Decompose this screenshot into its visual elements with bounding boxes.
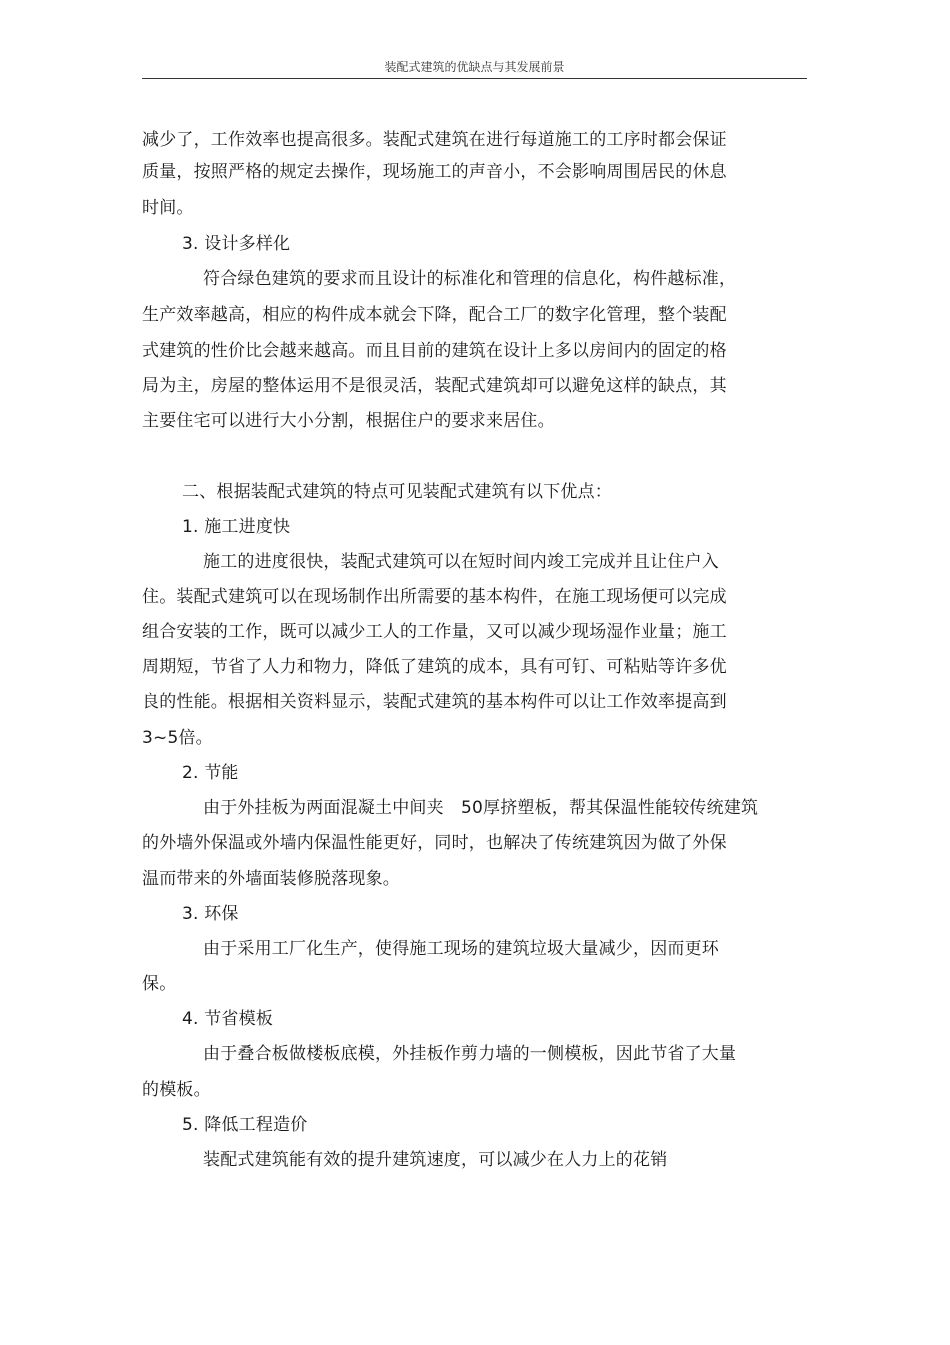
paragraph-line: 质量，按照严格的规定去操作，现场施工的声音小，不会影响周围居民的休息 [142, 162, 727, 182]
section-heading: 2. 节能 [182, 763, 239, 783]
section-heading: 1. 施工进度快 [182, 517, 291, 537]
paragraph-line: 良的性能。根据相关资料显示，装配式建筑的基本构件可以让工作效率提高到 [142, 692, 727, 712]
paragraph-line: 局为主，房屋的整体运用不是很灵活，装配式建筑却可以避免这样的缺点，其 [142, 376, 727, 396]
paragraph-line: 温而带来的外墙面装修脱落现象。 [142, 869, 400, 889]
running-header: 装配式建筑的优缺点与其发展前景 [384, 60, 565, 74]
paragraph-line: 3~5倍。 [142, 728, 213, 748]
paragraph-line: 施工的进度很快，装配式建筑可以在短时间内竣工完成并且让住户入 [203, 552, 719, 572]
major-heading: 二、根据装配式建筑的特点可见装配式建筑有以下优点： [182, 482, 612, 502]
paragraph-line: 式建筑的性价比会越来越高。而且目前的建筑在设计上多以房间内的固定的格 [142, 341, 727, 361]
section-heading: 3. 环保 [182, 904, 239, 924]
paragraph-line: 生产效率越高，相应的构件成本就会下降，配合工厂的数字化管理，整个装配 [142, 305, 727, 325]
paragraph-line: 住。装配式建筑可以在现场制作出所需要的基本构件，在施工现场便可以完成 [142, 587, 727, 607]
section-heading: 5. 降低工程造价 [182, 1115, 308, 1135]
paragraph-line: 装配式建筑能有效的提升建筑速度，可以减少在人力上的花销 [203, 1150, 668, 1170]
paragraph-line: 周期短，节省了人力和物力，降低了建筑的成本，具有可钉、可粘贴等许多优 [142, 657, 727, 677]
paragraph-line: 由于叠合板做楼板底模，外挂板作剪力墙的一侧模板，因此节省了大量 [203, 1044, 737, 1064]
paragraph-line: 的模板。 [142, 1080, 211, 1100]
section-heading: 3. 设计多样化 [182, 234, 291, 254]
paragraph-line: 保。 [142, 974, 177, 994]
paragraph-line: 符合绿色建筑的要求而且设计的标准化和管理的信息化，构件越标准， [203, 269, 737, 289]
paragraph-line: 时间。 [142, 198, 194, 218]
header-rule [142, 78, 807, 79]
paragraph-line: 的外墙外保温或外墙内保温性能更好，同时，也解决了传统建筑因为做了外保 [142, 833, 727, 853]
paragraph-line: 由于采用工厂化生产，使得施工现场的建筑垃圾大量减少，因而更环 [203, 939, 719, 959]
paragraph-line: 由于外挂板为两面混凝土中间夹 50厚挤塑板，帮其保温性能较传统建筑 [203, 798, 759, 818]
paragraph-line: 主要住宅可以进行大小分割，根据住户的要求来居住。 [142, 411, 555, 431]
paragraph-line: 组合安装的工作，既可以减少工人的工作量，又可以减少现场湿作业量；施工 [142, 622, 727, 642]
paragraph-line: 减少了，工作效率也提高很多。装配式建筑在进行每道施工的工序时都会保证 [142, 130, 727, 150]
section-heading: 4. 节省模板 [182, 1009, 274, 1029]
